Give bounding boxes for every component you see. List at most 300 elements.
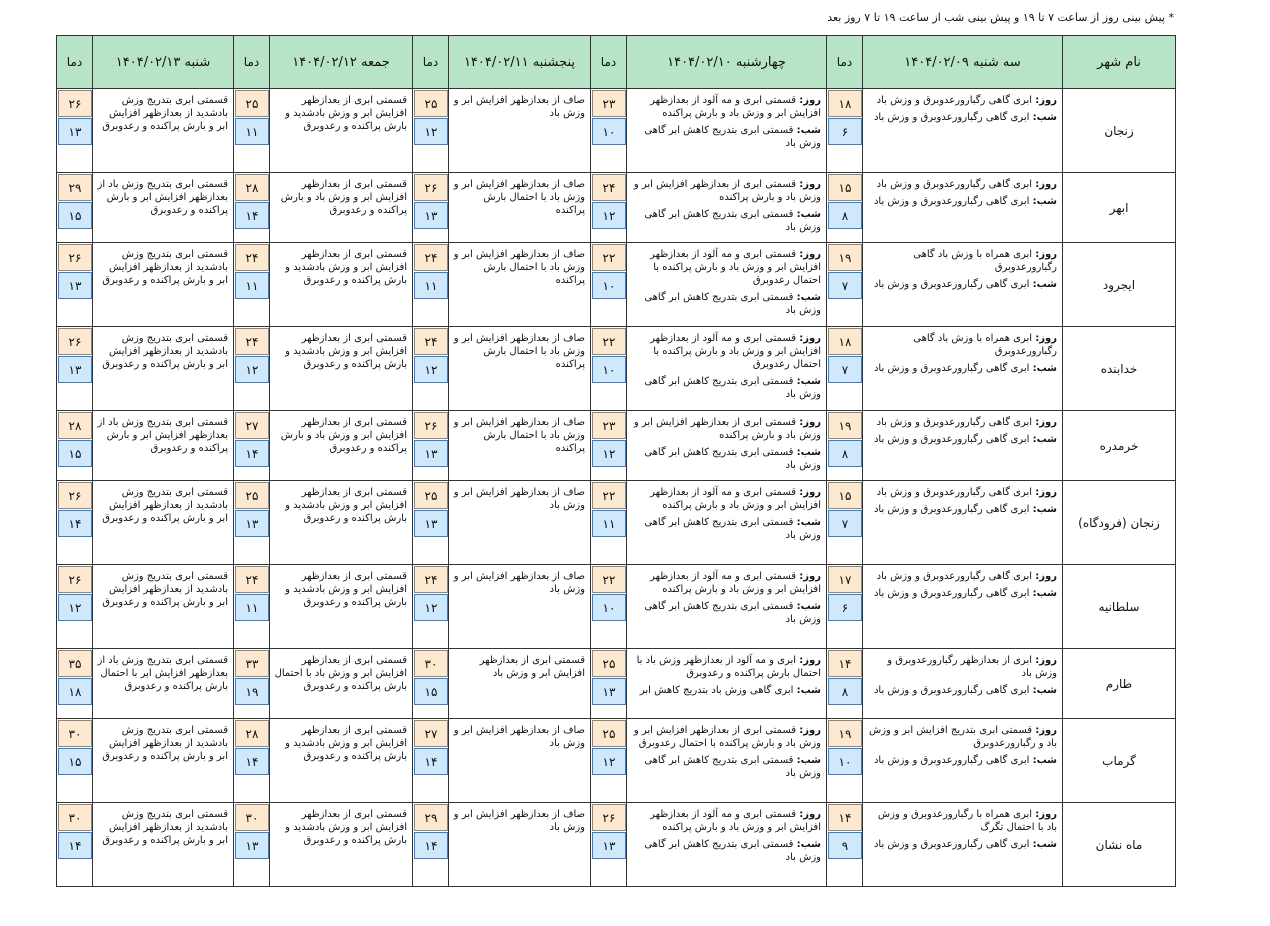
night-label: شب:: [796, 839, 821, 850]
night-forecast-text: ابری گاهی رگبارورعدوبرق و وزش باد: [873, 755, 1030, 766]
night-forecast-text: ابری گاهی رگبارورعدوبرق و وزش باد: [873, 839, 1030, 850]
forecast-text-cell: [449, 411, 591, 481]
temp-header: دما: [413, 36, 449, 89]
day-forecast: [631, 570, 821, 596]
min-temp: ۱۸: [58, 678, 92, 705]
forecast-row: [57, 89, 1176, 173]
forecast-text-cell: [627, 411, 827, 481]
night-forecast-text: قسمتی ابری بتدریج کاهش ابر گاهی وزش باد: [644, 839, 821, 863]
forecast-text-cell: [93, 411, 234, 481]
day-header-5: شنبه ۱۴۰۴/۰۲/۱۳: [93, 36, 234, 89]
night-forecast: [867, 111, 1057, 124]
day-label: روز:: [799, 725, 821, 736]
forecast-text-cell: [449, 327, 591, 411]
temp-cell: [413, 649, 449, 719]
forecast-text: صاف از بعدازظهر افزایش ابر و وزش باد با احتمال بارش پراکنده: [453, 179, 585, 216]
night-forecast: [867, 278, 1057, 291]
temp-cell: [413, 89, 449, 173]
day-forecast: [867, 724, 1057, 750]
max-temp: ۲۴: [592, 174, 626, 201]
max-temp: ۱۵: [828, 482, 862, 509]
day-forecast-text: قسمتی ابری از بعدازظهر افزایش ابر و وزش باد و بارش پراکنده با احتمال رعدوبرق: [633, 725, 821, 749]
day-label: روز:: [799, 571, 821, 582]
forecast-text: صاف از بعدازظهر افزایش ابر و وزش باد: [453, 95, 585, 119]
max-temp: ۱۴: [828, 804, 862, 831]
min-temp: ۱۳: [58, 118, 92, 145]
temp-cell: [234, 89, 270, 173]
night-forecast-text: ابری گاهی رگبارورعدوبرق و وزش باد: [873, 685, 1030, 696]
forecast-text-cell: [863, 565, 1063, 649]
min-temp: ۱۴: [235, 748, 269, 775]
night-forecast-text: قسمتی ابری بتدریج کاهش ابر گاهی وزش باد: [644, 209, 821, 233]
min-temp: ۱۲: [235, 356, 269, 383]
temp-cell: [413, 803, 449, 887]
min-temp: ۱۳: [592, 678, 626, 705]
min-temp: ۱۱: [235, 594, 269, 621]
min-temp: ۷: [828, 272, 862, 299]
max-temp: ۲۶: [58, 328, 92, 355]
min-temp: ۱۱: [592, 510, 626, 537]
night-label: شب:: [1032, 112, 1057, 123]
min-temp: ۱۵: [414, 678, 448, 705]
max-temp: ۱۸: [828, 90, 862, 117]
forecast-row: [57, 243, 1176, 327]
city-name: ایجرود: [1063, 243, 1176, 327]
day-label: روز:: [799, 487, 821, 498]
header-row: [57, 36, 1176, 89]
forecast-text-cell: [270, 173, 413, 243]
forecast-text-cell: [270, 719, 413, 803]
day-forecast: [631, 94, 821, 120]
min-temp: ۱۲: [58, 594, 92, 621]
max-temp: ۲۵: [235, 90, 269, 117]
temp-cell: [827, 327, 863, 411]
night-forecast: [867, 433, 1057, 446]
min-temp: ۱۴: [235, 440, 269, 467]
temp-header: دما: [57, 36, 93, 89]
temp-cell: [413, 411, 449, 481]
day-forecast: [631, 808, 821, 834]
day-forecast: [867, 654, 1057, 680]
forecast-text-cell: [449, 649, 591, 719]
forecast-text-cell: [449, 173, 591, 243]
temp-cell: [57, 89, 93, 173]
day-forecast: [867, 248, 1057, 274]
forecast-text-cell: [863, 719, 1063, 803]
min-temp: ۱۱: [414, 272, 448, 299]
temp-cell: [827, 719, 863, 803]
max-temp: ۲۲: [592, 328, 626, 355]
day-forecast: [867, 808, 1057, 834]
max-temp: ۲۶: [58, 90, 92, 117]
forecast-text-cell: [627, 649, 827, 719]
temp-cell: [827, 411, 863, 481]
night-forecast: [631, 375, 821, 401]
forecast-text-cell: [863, 173, 1063, 243]
city-name: خرمدره: [1063, 411, 1176, 481]
day-forecast: [867, 416, 1057, 429]
day-forecast-text: قسمتی ابری و مه آلود از بعدازظهر افزایش ابر و وزش باد و بارش پراکنده: [650, 95, 821, 119]
forecast-text-cell: [93, 89, 234, 173]
night-forecast-text: قسمتی ابری بتدریج کاهش ابر گاهی وزش باد: [644, 376, 821, 400]
night-forecast: [631, 754, 821, 780]
forecast-text-cell: [93, 173, 234, 243]
forecast-text: قسمتی ابری از بعدازظهر افزایش ابر و وزش بادشدید و بارش پراکنده و رعدوبرق: [285, 95, 407, 132]
night-forecast: [867, 754, 1057, 767]
max-temp: ۲۲: [592, 566, 626, 593]
day-forecast: [867, 486, 1057, 499]
max-temp: ۲۹: [58, 174, 92, 201]
night-forecast: [631, 208, 821, 234]
min-temp: ۱۴: [58, 510, 92, 537]
day-forecast: [631, 178, 821, 204]
day-label: روز:: [1035, 571, 1057, 582]
forecast-text-cell: [627, 173, 827, 243]
temp-cell: [591, 649, 627, 719]
max-temp: ۲۶: [414, 412, 448, 439]
forecast-text: صاف از بعدازظهر افزایش ابر و وزش باد با احتمال بارش پراکنده: [453, 249, 585, 286]
temp-cell: [413, 173, 449, 243]
forecast-text-cell: [93, 243, 234, 327]
max-temp: ۳۵: [58, 650, 92, 677]
temp-cell: [827, 803, 863, 887]
night-label: شب:: [1032, 839, 1057, 850]
night-forecast: [867, 587, 1057, 600]
min-temp: ۶: [828, 594, 862, 621]
night-forecast-text: قسمتی ابری بتدریج کاهش ابر گاهی وزش باد: [644, 447, 821, 471]
day-label: روز:: [1035, 809, 1057, 820]
day-label: روز:: [1035, 725, 1057, 736]
forecast-text-cell: [270, 243, 413, 327]
forecast-text-cell: [449, 243, 591, 327]
day-forecast: [867, 178, 1057, 191]
temp-cell: [591, 719, 627, 803]
day-forecast: [631, 332, 821, 371]
day-forecast: [631, 654, 821, 680]
temp-cell: [234, 327, 270, 411]
night-forecast: [867, 195, 1057, 208]
min-temp: ۱۰: [592, 356, 626, 383]
temp-cell: [413, 719, 449, 803]
day-label: روز:: [799, 179, 821, 190]
day-forecast-text: ابری گاهی رگبارورعدوبرق و وزش باد: [876, 487, 1033, 498]
night-label: شب:: [796, 125, 821, 136]
forecast-text: قسمتی ابری بتدریج وزش بادشدید از بعدازظهر افزایش ابر و بارش پراکنده و رعدوبرق: [102, 725, 228, 762]
forecast-text-cell: [270, 481, 413, 565]
city-name: زنجان: [1063, 89, 1176, 173]
forecast-text: قسمتی ابری بتدریج وزش باد از بعدازظهر افزایش ابر و بارش پراکنده و رعدوبرق: [97, 179, 228, 216]
min-temp: ۱۳: [592, 832, 626, 859]
day-label: روز:: [799, 809, 821, 820]
day-header-3: پنجشنبه ۱۴۰۴/۰۲/۱۱: [449, 36, 591, 89]
max-temp: ۱۹: [828, 244, 862, 271]
forecast-text: صاف از بعدازظهر افزایش ابر و وزش باد با احتمال بارش پراکنده: [453, 333, 585, 370]
day-forecast-text: ابری همراه با وزش باد گاهی رگبارورعدوبرق: [913, 333, 1057, 357]
day-forecast: [631, 416, 821, 442]
temp-cell: [234, 173, 270, 243]
max-temp: ۲۵: [414, 482, 448, 509]
min-temp: ۱۳: [235, 832, 269, 859]
day-forecast: [631, 724, 821, 750]
min-temp: ۱۲: [592, 440, 626, 467]
forecast-text: صاف از بعدازظهر افزایش ابر و وزش باد: [453, 809, 585, 833]
forecast-text-cell: [93, 649, 234, 719]
day-label: روز:: [1035, 655, 1057, 666]
forecast-text: قسمتی ابری از بعدازظهر افزایش ابر و وزش بادشدید و بارش پراکنده و رعدوبرق: [285, 571, 407, 608]
forecast-row: [57, 719, 1176, 803]
forecast-text-cell: [270, 803, 413, 887]
night-forecast: [867, 838, 1057, 851]
temp-cell: [413, 243, 449, 327]
night-forecast-text: ابری گاهی رگبارورعدوبرق و وزش باد: [873, 363, 1030, 374]
day-forecast: [867, 94, 1057, 107]
temp-cell: [57, 327, 93, 411]
max-temp: ۲۲: [592, 482, 626, 509]
temp-cell: [591, 481, 627, 565]
forecast-row: [57, 649, 1176, 719]
forecast-row: [57, 327, 1176, 411]
day-forecast-text: ابری همراه با وزش باد گاهی رگبارورعدوبرق: [913, 249, 1057, 273]
temp-header: دما: [827, 36, 863, 89]
max-temp: ۲۸: [58, 412, 92, 439]
max-temp: ۲۵: [592, 720, 626, 747]
forecast-text: قسمتی ابری از بعدازظهر افزایش ابر و وزش بادشدید و بارش پراکنده و رعدوبرق: [285, 487, 407, 524]
min-temp: ۱۱: [235, 272, 269, 299]
temp-cell: [591, 411, 627, 481]
night-forecast: [631, 446, 821, 472]
night-label: شب:: [1032, 685, 1057, 696]
forecast-note: * پیش بینی روز از ساعت ۷ تا ۱۹ و پیش بینی شب از ساعت ۱۹ تا ۷ روز بعد: [827, 11, 1174, 24]
day-forecast-text: ابری از بعدازظهر رگبارورعدوبرق و وزش باد: [887, 655, 1057, 679]
night-label: شب:: [796, 601, 821, 612]
temp-cell: [57, 411, 93, 481]
night-forecast-text: قسمتی ابری بتدریج کاهش ابر گاهی وزش باد: [644, 755, 821, 779]
night-label: شب:: [796, 755, 821, 766]
day-forecast-text: ابری گاهی رگبارورعدوبرق و وزش باد: [876, 179, 1033, 190]
max-temp: ۱۴: [828, 650, 862, 677]
max-temp: ۲۶: [58, 244, 92, 271]
city-name: زنجان (فرودگاه): [1063, 481, 1176, 565]
day-label: روز:: [1035, 487, 1057, 498]
forecast-text-cell: [863, 89, 1063, 173]
forecast-text-cell: [93, 327, 234, 411]
day-forecast-text: قسمتی ابری و مه آلود از بعدازظهر افزایش ابر و وزش باد و بارش پراکنده: [650, 487, 821, 511]
forecast-text-cell: [449, 89, 591, 173]
night-forecast: [631, 291, 821, 317]
max-temp: ۲۸: [235, 720, 269, 747]
min-temp: ۸: [828, 678, 862, 705]
forecast-text: قسمتی ابری از بعدازظهر افزایش ابر و وزش بادشدید و بارش پراکنده و رعدوبرق: [285, 725, 407, 762]
temp-cell: [413, 327, 449, 411]
temp-cell: [234, 565, 270, 649]
night-label: شب:: [1032, 363, 1057, 374]
forecast-text-cell: [627, 243, 827, 327]
night-label: شب:: [1032, 588, 1057, 599]
forecast-text: قسمتی ابری از بعدازظهر افزایش ابر و وزش باد: [479, 655, 585, 679]
forecast-text-cell: [863, 327, 1063, 411]
forecast-text-cell: [863, 481, 1063, 565]
temp-cell: [57, 803, 93, 887]
forecast-text: قسمتی ابری بتدریج وزش بادشدید از بعدازظهر افزایش ابر و بارش پراکنده و رعدوبرق: [102, 571, 228, 608]
min-temp: ۱۰: [592, 272, 626, 299]
night-forecast: [631, 838, 821, 864]
forecast-text-cell: [863, 649, 1063, 719]
day-label: روز:: [799, 333, 821, 344]
temp-cell: [591, 327, 627, 411]
day-forecast-text: قسمتی ابری از بعدازظهر افزایش ابر و وزش باد و بارش پراکنده: [633, 417, 821, 441]
day-header-4: جمعه ۱۴۰۴/۰۲/۱۲: [270, 36, 413, 89]
city-name: طارم: [1063, 649, 1176, 719]
night-label: شب:: [796, 376, 821, 387]
min-temp: ۱۳: [58, 272, 92, 299]
temp-cell: [591, 243, 627, 327]
min-temp: ۹: [828, 832, 862, 859]
temp-cell: [827, 649, 863, 719]
forecast-text-cell: [627, 327, 827, 411]
night-forecast: [631, 124, 821, 150]
min-temp: ۱۳: [414, 510, 448, 537]
night-label: شب:: [1032, 279, 1057, 290]
day-forecast-text: ابری گاهی رگبارورعدوبرق و وزش باد: [876, 95, 1033, 106]
min-temp: ۱۳: [414, 440, 448, 467]
min-temp: ۱۰: [592, 118, 626, 145]
forecast-text: صاف از بعدازظهر افزایش ابر و وزش باد: [453, 725, 585, 749]
day-label: روز:: [1035, 179, 1057, 190]
max-temp: ۲۳: [592, 412, 626, 439]
day-forecast-text: قسمتی ابری و مه آلود از بعدازظهر افزایش ابر و وزش باد و بارش پراکنده: [650, 571, 821, 595]
forecast-text-cell: [93, 565, 234, 649]
night-label: شب:: [796, 685, 821, 696]
min-temp: ۱۰: [828, 748, 862, 775]
forecast-text: قسمتی ابری بتدریج وزش بادشدید از بعدازظهر افزایش ابر و بارش پراکنده و رعدوبرق: [102, 809, 228, 846]
max-temp: ۱۵: [828, 174, 862, 201]
min-temp: ۱۵: [58, 202, 92, 229]
forecast-text-cell: [270, 327, 413, 411]
max-temp: ۲۴: [235, 566, 269, 593]
night-forecast-text: ابری گاهی رگبارورعدوبرق و وزش باد: [873, 504, 1030, 515]
max-temp: ۲۴: [414, 328, 448, 355]
forecast-text-cell: [270, 411, 413, 481]
forecast-text-cell: [627, 89, 827, 173]
temp-header: دما: [591, 36, 627, 89]
min-temp: ۱۴: [58, 832, 92, 859]
min-temp: ۱۲: [414, 118, 448, 145]
night-forecast-text: ابری گاهی رگبارورعدوبرق و وزش باد: [873, 434, 1030, 445]
forecast-row: [57, 565, 1176, 649]
night-forecast: [631, 684, 821, 697]
max-temp: ۲۹: [414, 804, 448, 831]
max-temp: ۳۳: [235, 650, 269, 677]
min-temp: ۷: [828, 356, 862, 383]
min-temp: ۱۰: [592, 594, 626, 621]
forecast-text-cell: [270, 89, 413, 173]
forecast-text-cell: [627, 719, 827, 803]
min-temp: ۷: [828, 510, 862, 537]
temp-cell: [234, 719, 270, 803]
city-header: نام شهر: [1063, 36, 1176, 89]
temp-cell: [827, 481, 863, 565]
max-temp: ۳۰: [414, 650, 448, 677]
max-temp: ۲۴: [235, 244, 269, 271]
forecast-text-cell: [449, 565, 591, 649]
min-temp: ۱۴: [414, 832, 448, 859]
min-temp: ۸: [828, 202, 862, 229]
night-label: شب:: [1032, 504, 1057, 515]
day-label: روز:: [799, 95, 821, 106]
max-temp: ۱۷: [828, 566, 862, 593]
night-forecast-text: ابری گاهی رگبارورعدوبرق و وزش باد: [873, 112, 1030, 123]
max-temp: ۱۹: [828, 412, 862, 439]
min-temp: ۱۴: [414, 748, 448, 775]
night-forecast: [631, 600, 821, 626]
forecast-text: صاف از بعدازظهر افزایش ابر و وزش باد: [453, 487, 585, 511]
forecast-text-cell: [863, 803, 1063, 887]
day-label: روز:: [799, 417, 821, 428]
day-forecast-text: ابری گاهی رگبارورعدوبرق و وزش باد: [876, 417, 1033, 428]
temp-cell: [234, 649, 270, 719]
temp-cell: [827, 89, 863, 173]
night-forecast-text: قسمتی ابری بتدریج کاهش ابر گاهی وزش باد: [644, 125, 821, 149]
forecast-row: [57, 803, 1176, 887]
forecast-table: [56, 35, 1176, 887]
forecast-text: قسمتی ابری بتدریج وزش بادشدید از بعدازظهر افزایش ابر و بارش پراکنده و رعدوبرق: [102, 249, 228, 286]
temp-cell: [57, 565, 93, 649]
forecast-text-cell: [93, 719, 234, 803]
max-temp: ۲۳: [592, 90, 626, 117]
temp-cell: [57, 481, 93, 565]
day-forecast-text: ابری و مه آلود از بعدازظهر وزش باد با احتمال بارش پراکنده و رعدوبرق: [636, 655, 821, 679]
max-temp: ۲۵: [235, 482, 269, 509]
day-label: روز:: [799, 249, 821, 260]
night-label: شب:: [1032, 196, 1057, 207]
max-temp: ۲۷: [414, 720, 448, 747]
temp-cell: [413, 481, 449, 565]
min-temp: ۱۴: [235, 202, 269, 229]
temp-cell: [591, 89, 627, 173]
max-temp: ۳۰: [58, 804, 92, 831]
min-temp: ۱۲: [592, 202, 626, 229]
forecast-text-cell: [863, 243, 1063, 327]
min-temp: ۱۵: [58, 440, 92, 467]
day-header-2: چهارشنبه ۱۴۰۴/۰۲/۱۰: [627, 36, 827, 89]
city-name: خدابنده: [1063, 327, 1176, 411]
night-label: شب:: [796, 209, 821, 220]
temp-cell: [57, 173, 93, 243]
min-temp: ۱۱: [235, 118, 269, 145]
forecast-text: قسمتی ابری از بعدازظهر افزایش ابر و وزش بادشدید و بارش پراکنده و رعدوبرق: [285, 249, 407, 286]
forecast-text: قسمتی ابری بتدریج وزش بادشدید از بعدازظهر افزایش ابر و بارش پراکنده و رعدوبرق: [102, 487, 228, 524]
forecast-text: قسمتی ابری بتدریج وزش بادشدید از بعدازظهر افزایش ابر و بارش پراکنده و رعدوبرق: [102, 333, 228, 370]
city-name: ابهر: [1063, 173, 1176, 243]
forecast-text-cell: [627, 803, 827, 887]
temp-header: دما: [234, 36, 270, 89]
day-forecast-text: قسمتی ابری و مه آلود از بعدازظهر افزایش ابر و وزش باد و بارش پراکنده با احتمال رعدوبرق: [650, 249, 821, 286]
forecast-text: صاف از بعدازظهر افزایش ابر و وزش باد: [453, 571, 585, 595]
forecast-text-cell: [449, 481, 591, 565]
temp-cell: [57, 719, 93, 803]
temp-cell: [234, 803, 270, 887]
forecast-text: قسمتی ابری بتدریج وزش باد از بعدازظهر افزایش ابر با احتمال بارش پراکنده و رعدوبرق: [97, 655, 228, 692]
max-temp: ۲۴: [414, 566, 448, 593]
night-label: شب:: [1032, 755, 1057, 766]
max-temp: ۲۶: [414, 174, 448, 201]
temp-cell: [57, 649, 93, 719]
night-forecast: [867, 362, 1057, 375]
day-forecast: [631, 486, 821, 512]
forecast-text-cell: [449, 803, 591, 887]
min-temp: ۱۳: [235, 510, 269, 537]
forecast-row: [57, 411, 1176, 481]
